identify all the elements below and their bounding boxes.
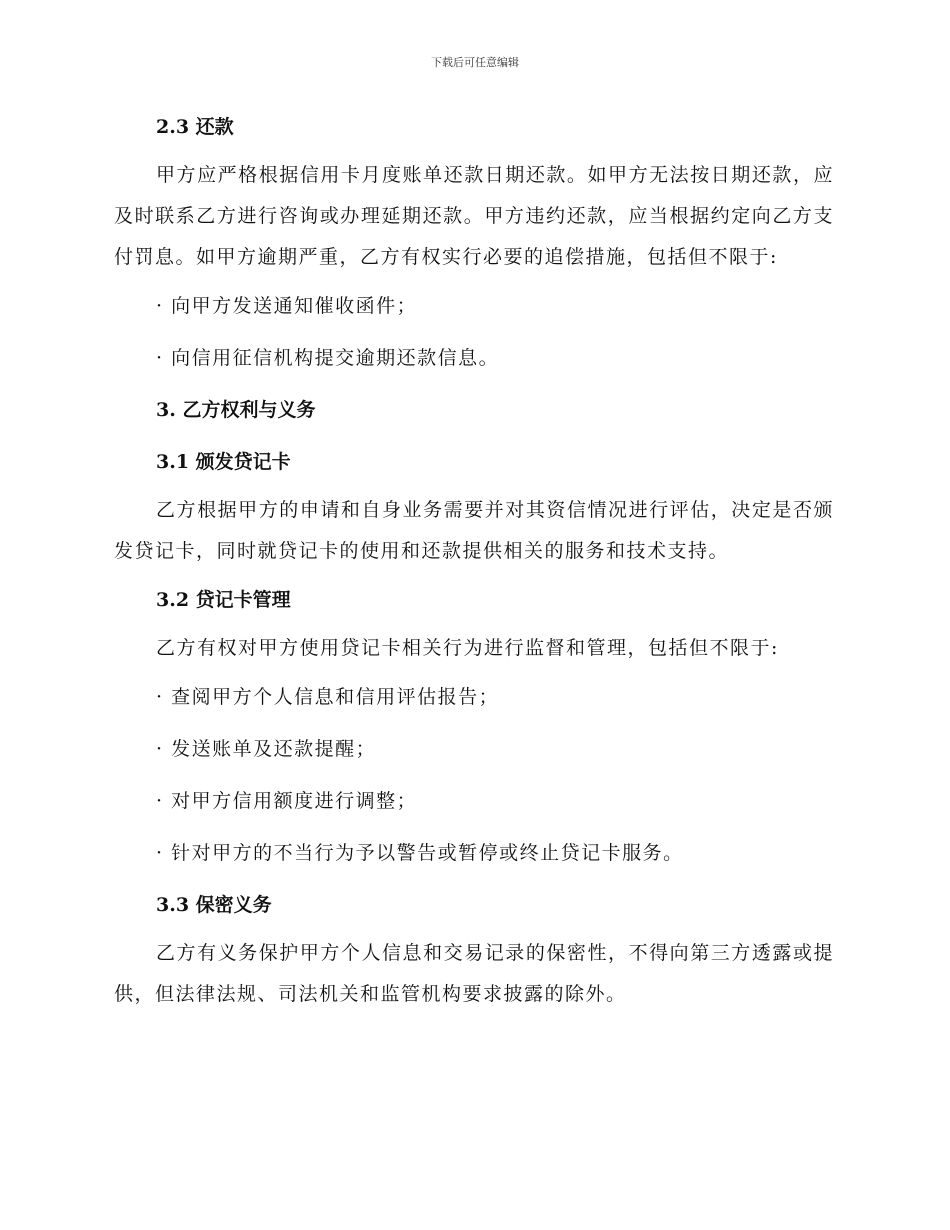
document-body bbox=[114, 112, 834, 1015]
section-3-3-title: 3.3 保密义务 bbox=[156, 894, 272, 916]
section-3-2-bullet-3: · 对甲方信用额度进行调整； bbox=[156, 790, 418, 812]
section-3-2-bullet-2: · 发送账单及还款提醒； bbox=[156, 738, 377, 760]
section-2-3-paragraph: 甲方应严格根据信用卡月度账单还款日期还款。如甲方无法按日期还款，应及时联系乙方进行咨询或办理延期还款。甲方违约还款，应当根据约定向乙方支付罚息。如甲方逾期严重，乙方有权实行必要的追偿措施，包括但不限于: bbox=[114, 164, 834, 268]
section-2-3-bullet-2: · 向信用征信机构提交逾期还款信息。 bbox=[156, 347, 500, 369]
section-3-2-title: 3.2 贷记卡管理 bbox=[156, 589, 291, 611]
section-2-3-bullet-1: · 向甲方发送通知催收函件； bbox=[156, 295, 418, 317]
section-3-3-paragraph: 乙方有义务保护甲方个人信息和交易记录的保密性，不得向第三方透露或提供，但法律法规、司法机关和监管机构要求披露的除外。 bbox=[114, 942, 834, 1005]
section-3-1-paragraph: 乙方根据甲方的申请和自身业务需要并对其资信情况进行评估，决定是否颁发贷记卡，同时就贷记卡的使用和还款提供相关的服务和技术支持。 bbox=[114, 499, 834, 562]
section-3-title: 3. 乙方权利与义务 bbox=[156, 399, 316, 421]
section-2-3-title: 2.3 还款 bbox=[156, 116, 234, 138]
page-header: 下载后可任意编辑 bbox=[431, 56, 519, 69]
section-3-2-bullet-4: · 针对甲方的不当行为予以警告或暂停或终止贷记卡服务。 bbox=[156, 842, 684, 864]
section-3-1-title: 3.1 颁发贷记卡 bbox=[156, 451, 291, 473]
section-3-2-bullet-1: · 查阅甲方个人信息和信用评估报告； bbox=[156, 686, 500, 708]
section-3-2-paragraph: 乙方有权对甲方使用贷记卡相关行为进行监督和管理，包括但不限于: bbox=[156, 637, 779, 659]
